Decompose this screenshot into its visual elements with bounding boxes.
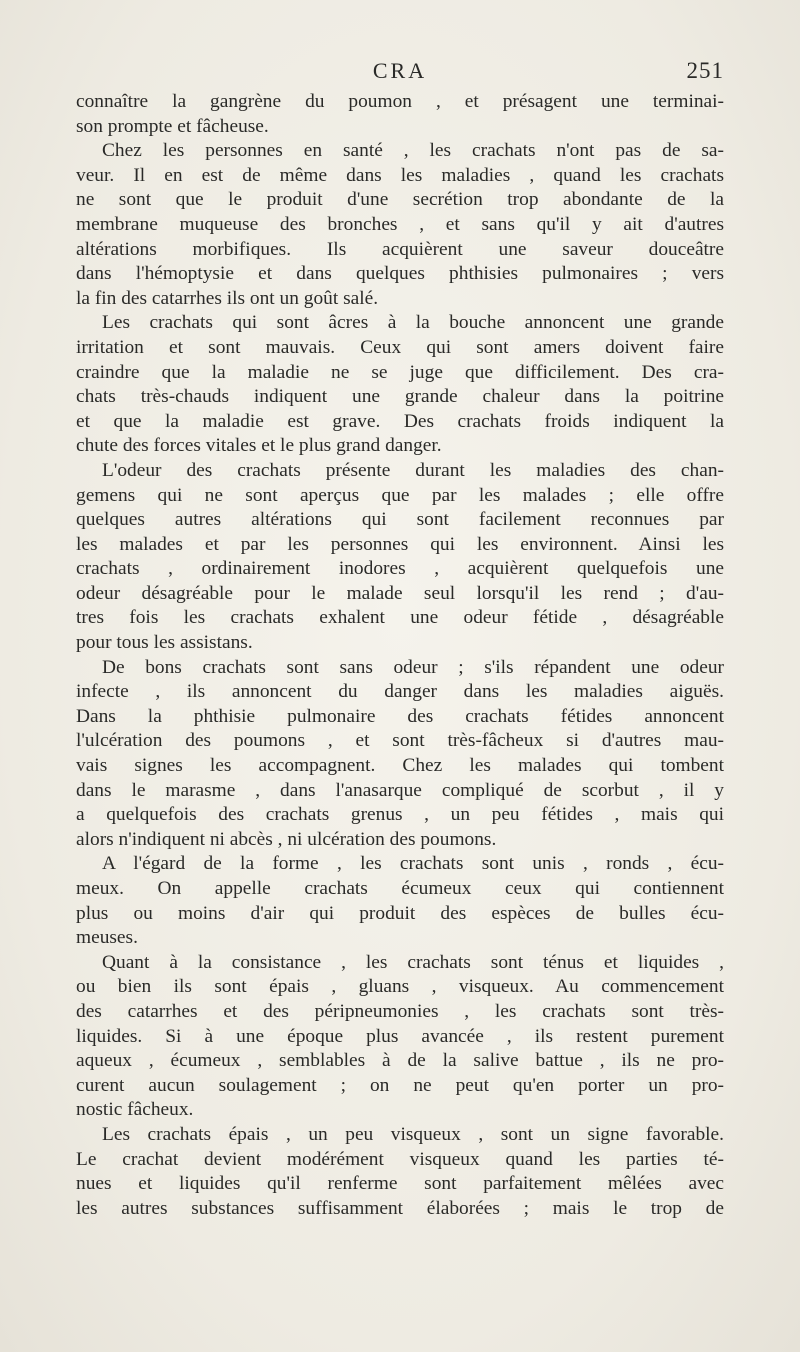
- page-number: 251: [686, 58, 724, 83]
- text-line: A l'égard de la forme , les crachats sont unis , ronds , écu-: [102, 853, 724, 875]
- text-line: nostic fâcheux.: [76, 1099, 194, 1121]
- text-line: alors n'indiquent ni abcès , ni ulcération des poumons.: [76, 828, 497, 850]
- text-line: l'ulcération des poumons , et sont très-fâcheux si d'autres mau-: [76, 730, 724, 752]
- text-line: aqueux , écumeux , semblables à de la salive battue , ils ne pro-: [76, 1050, 724, 1072]
- text-line: chats très-chauds indiquent une grande chaleur dans la poitrine: [76, 386, 724, 408]
- text-line: dans le marasme , dans l'anasarque compliqué de scorbut , il y: [76, 779, 724, 801]
- text-line: a quelquefois des crachats grenus , un peu fétides , mais qui: [76, 804, 724, 826]
- text-line: altérations morbifiques. Ils acquièrent une saveur douceâtre: [76, 238, 724, 260]
- text-line: crachats , ordinairement inodores , acquièrent quelquefois une: [76, 558, 724, 580]
- running-title: CRA: [372, 58, 428, 83]
- text-line: nues et liquides qu'il renferme sont parfaitement mêlées avec: [76, 1173, 724, 1195]
- text-line: curent aucun soulagement ; on ne peut qu'en porter un pro-: [76, 1074, 724, 1096]
- text-line: membrane muqueuse des bronches , et sans qu'il y ait d'autres: [76, 213, 724, 235]
- text-line: quelques autres altérations qui sont facilement reconnues par: [76, 509, 724, 531]
- text-line: Quant à la consistance , les crachats sont ténus et liquides ,: [102, 951, 724, 973]
- text-line: odeur désagréable pour le malade seul lorsqu'il les rend ; d'au-: [76, 582, 724, 604]
- text-line: gemens qui ne sont aperçus que par les malades ; elle offre: [76, 484, 724, 506]
- text-line: et que la maladie est grave. Des crachats froids indiquent la: [76, 410, 724, 432]
- text-line: des catarrhes et des péripneumonies , les crachats sont très-: [76, 1000, 724, 1022]
- text-line: son prompte et fâcheuse.: [76, 115, 269, 137]
- text-line: meux. On appelle crachats écumeux ceux qui contiennent: [76, 878, 724, 899]
- page-header: [76, 58, 724, 88]
- text-line: Chez les personnes en santé , les crachats n'ont pas de sa-: [102, 140, 724, 162]
- text-line: L'odeur des crachats présente durant les maladies des chan-: [102, 459, 724, 481]
- text-line: De bons crachats sont sans odeur ; s'ils répandent une odeur: [102, 656, 724, 678]
- text-line: irritation et sont mauvais. Ceux qui sont amers doivent faire: [76, 336, 724, 358]
- text-line: les autres substances suffisamment élaborées ; mais le trop de: [76, 1197, 724, 1219]
- text-line: ou bien ils sont épais , gluans , visqueux. Au commencement: [76, 976, 724, 998]
- body-text: [76, 90, 724, 1221]
- text-line: craindre que la maladie ne se juge que difficilement. Des cra-: [76, 361, 724, 383]
- text-line: les malades et par les personnes qui les environnent. Ainsi les: [76, 533, 724, 555]
- text-line: veur. Il en est de même dans les maladies , quand les crachats: [76, 164, 724, 186]
- text-line: pour tous les assistans.: [76, 632, 253, 654]
- text-line: connaître la gangrène du poumon , et présagent une terminai-: [76, 91, 724, 112]
- text-line: vais signes les accompagnent. Chez les malades qui tombent: [76, 755, 724, 777]
- text-line: tres fois les crachats exhalent une odeur fétide , désagréable: [76, 607, 724, 629]
- text-line: liquides. Si à une époque plus avancée , ils restent purement: [76, 1025, 724, 1047]
- text-line: meuses.: [76, 927, 138, 949]
- text-line: la fin des catarrhes ils ont un goût salé.: [76, 287, 379, 309]
- text-line: Dans la phthisie pulmonaire des crachats fétides annoncent: [76, 705, 724, 727]
- text-line: Le crachat devient modérément visqueux quand les parties té-: [76, 1148, 724, 1170]
- text-line: Les crachats qui sont âcres à la bouche annoncent une grande: [102, 312, 724, 334]
- text-line: dans l'hémoptysie et dans quelques phthisies pulmonaires ; vers: [76, 263, 724, 285]
- text-line: plus ou moins d'air qui produit des espèces de bulles écu-: [76, 902, 724, 924]
- text-line: infecte , ils annoncent du danger dans les maladies aiguës.: [76, 681, 724, 703]
- text-line: chute des forces vitales et le plus grand danger.: [76, 435, 442, 457]
- text-line: ne sont que le produit d'une secrétion trop abondante de la: [76, 189, 724, 211]
- text-line: Les crachats épais , un peu visqueux , sont un signe favorable.: [102, 1123, 724, 1145]
